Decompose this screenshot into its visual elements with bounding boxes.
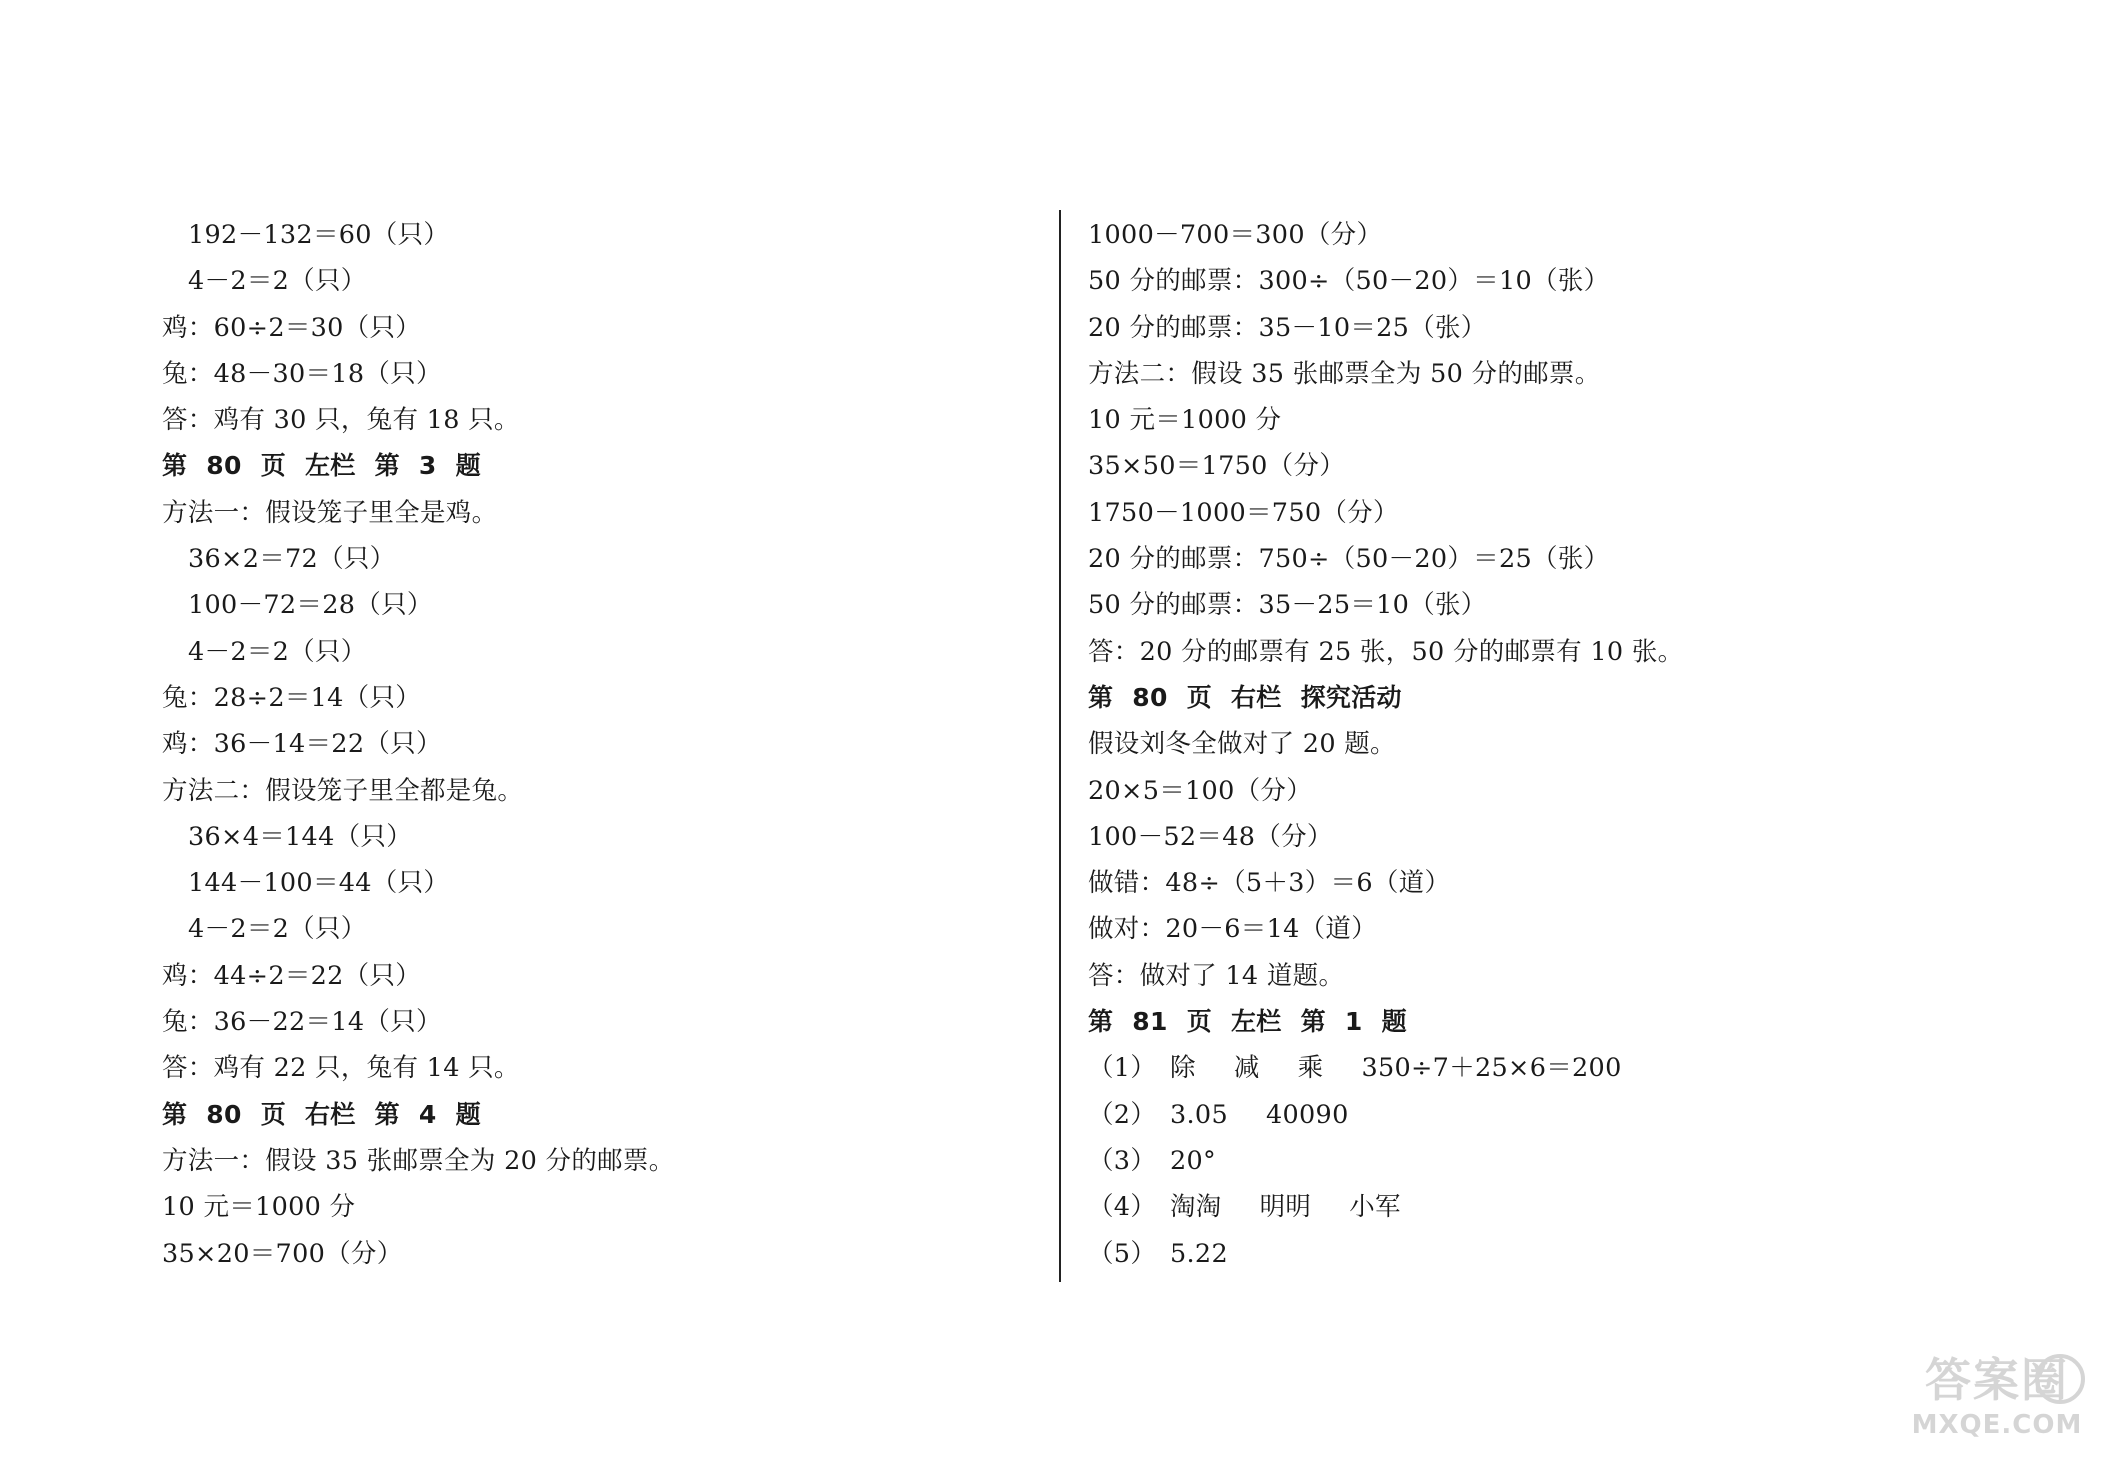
question-number: （5）	[1088, 1238, 1157, 1269]
answer-item: 3.05	[1170, 1099, 1228, 1130]
right-column	[1088, 212, 1988, 1277]
answer-item: 明明	[1259, 1192, 1312, 1223]
question-line-2	[1088, 1092, 1988, 1138]
answer-item: 淘淘	[1170, 1192, 1222, 1223]
method-line: 方法二：假设 35 张邮票全为 50 分的邮票。	[1088, 358, 1601, 389]
section-heading: 第 80 页 左栏 第 3 题	[162, 451, 481, 481]
question-line-1	[1088, 1045, 1988, 1091]
answer-item: 减	[1233, 1053, 1260, 1084]
text-line: 36×4＝144（只）	[188, 821, 413, 852]
watermark-url: MXQE.COM	[1911, 1410, 2083, 1440]
watermark-logo-icon	[2035, 1354, 2085, 1404]
text-line: 兔：36－22＝14（只）	[162, 1007, 442, 1038]
section-heading: 第 81 页 左栏 第 1 题	[1088, 1007, 1407, 1037]
text-line: 假设刘冬全做对了 20 题。	[1088, 729, 1396, 760]
text-line: 1750－1000＝750（分）	[1088, 497, 1399, 528]
text-line: 100－52＝48（分）	[1088, 821, 1333, 852]
question-number: （2）	[1088, 1099, 1157, 1130]
text-line: 35×50＝1750（分）	[1088, 451, 1346, 482]
watermark-title: 答案圈	[1925, 1353, 2069, 1407]
text-line: 4－2＝2（只）	[188, 914, 367, 945]
answer-line: 答：20 分的邮票有 25 张，50 分的邮票有 10 张。	[1088, 636, 1684, 667]
method-line: 方法一：假设笼子里全是鸡。	[162, 497, 498, 528]
column-divider	[1059, 210, 1061, 1282]
text-line: 兔：28÷2＝14（只）	[162, 682, 422, 713]
answer-item: 40090	[1265, 1099, 1349, 1130]
text-line: 20 分的邮票：35－10＝25（张）	[1088, 312, 1487, 343]
answer-item: 20°	[1170, 1145, 1217, 1176]
text-line: 10 元＝1000 分	[162, 1192, 356, 1223]
text-line: 鸡：60÷2＝30（只）	[162, 312, 422, 343]
section-heading: 第 80 页 右栏 第 4 题	[162, 1099, 481, 1129]
text-line: 鸡：44÷2＝22（只）	[162, 960, 422, 991]
question-number: （3）	[1088, 1145, 1157, 1176]
text-line: 35×20＝700（分）	[162, 1238, 403, 1269]
text-line: 4－2＝2（只）	[188, 266, 367, 297]
text-line: 1000－700＝300（分）	[1088, 220, 1383, 250]
text-line: 20×5＝100（分）	[1088, 775, 1313, 806]
question-line-5	[1088, 1231, 1988, 1277]
answer-item: 5.22	[1170, 1238, 1228, 1269]
text-line: 20 分的邮票：750÷（50－20）＝25（张）	[1088, 544, 1610, 575]
answer-line: 答：鸡有 30 只，兔有 18 只。	[162, 405, 520, 436]
answer-item: 350÷7＋25×6＝200	[1361, 1053, 1622, 1084]
method-line: 方法一：假设 35 张邮票全为 20 分的邮票。	[162, 1145, 675, 1176]
text-line: 兔：48－30＝18（只）	[162, 358, 442, 389]
section-heading: 第 80 页 右栏 探究活动	[1088, 682, 1402, 712]
answer-line: 答：做对了 14 道题。	[1088, 960, 1345, 991]
question-number: （1）	[1088, 1053, 1157, 1084]
question-number: （4）	[1088, 1192, 1157, 1223]
text-line: 4－2＝2（只）	[188, 636, 367, 667]
question-line-4	[1088, 1184, 1988, 1230]
method-line: 方法二：假设笼子里全都是兔。	[162, 775, 524, 806]
text-line: 50 分的邮票：300÷（50－20）＝10（张）	[1088, 266, 1610, 297]
text-line: 10 元＝1000 分	[1088, 405, 1282, 436]
text-line: 100－72＝28（只）	[188, 590, 433, 621]
text-line: 做错：48÷（5＋3）＝6（道）	[1088, 868, 1451, 899]
left-column	[162, 212, 1022, 1277]
text-line: 36×2＝72（只）	[188, 544, 396, 575]
text-line: 做对：20－6＝14（道）	[1088, 914, 1378, 945]
question-line-3	[1088, 1138, 1988, 1184]
text-line: 144－100＝44（只）	[188, 868, 450, 899]
text-line: 50 分的邮票：35－25＝10（张）	[1088, 590, 1487, 621]
site-watermark	[1907, 1350, 2087, 1460]
answer-item: 除	[1170, 1053, 1196, 1084]
answer-line: 答：鸡有 22 只，兔有 14 只。	[162, 1053, 520, 1084]
text-line: 鸡：36－14＝22（只）	[162, 729, 442, 760]
answer-item: 乘	[1297, 1053, 1324, 1084]
answer-item: 小军	[1349, 1192, 1401, 1223]
text-line: 192－132＝60（只）	[188, 220, 450, 250]
